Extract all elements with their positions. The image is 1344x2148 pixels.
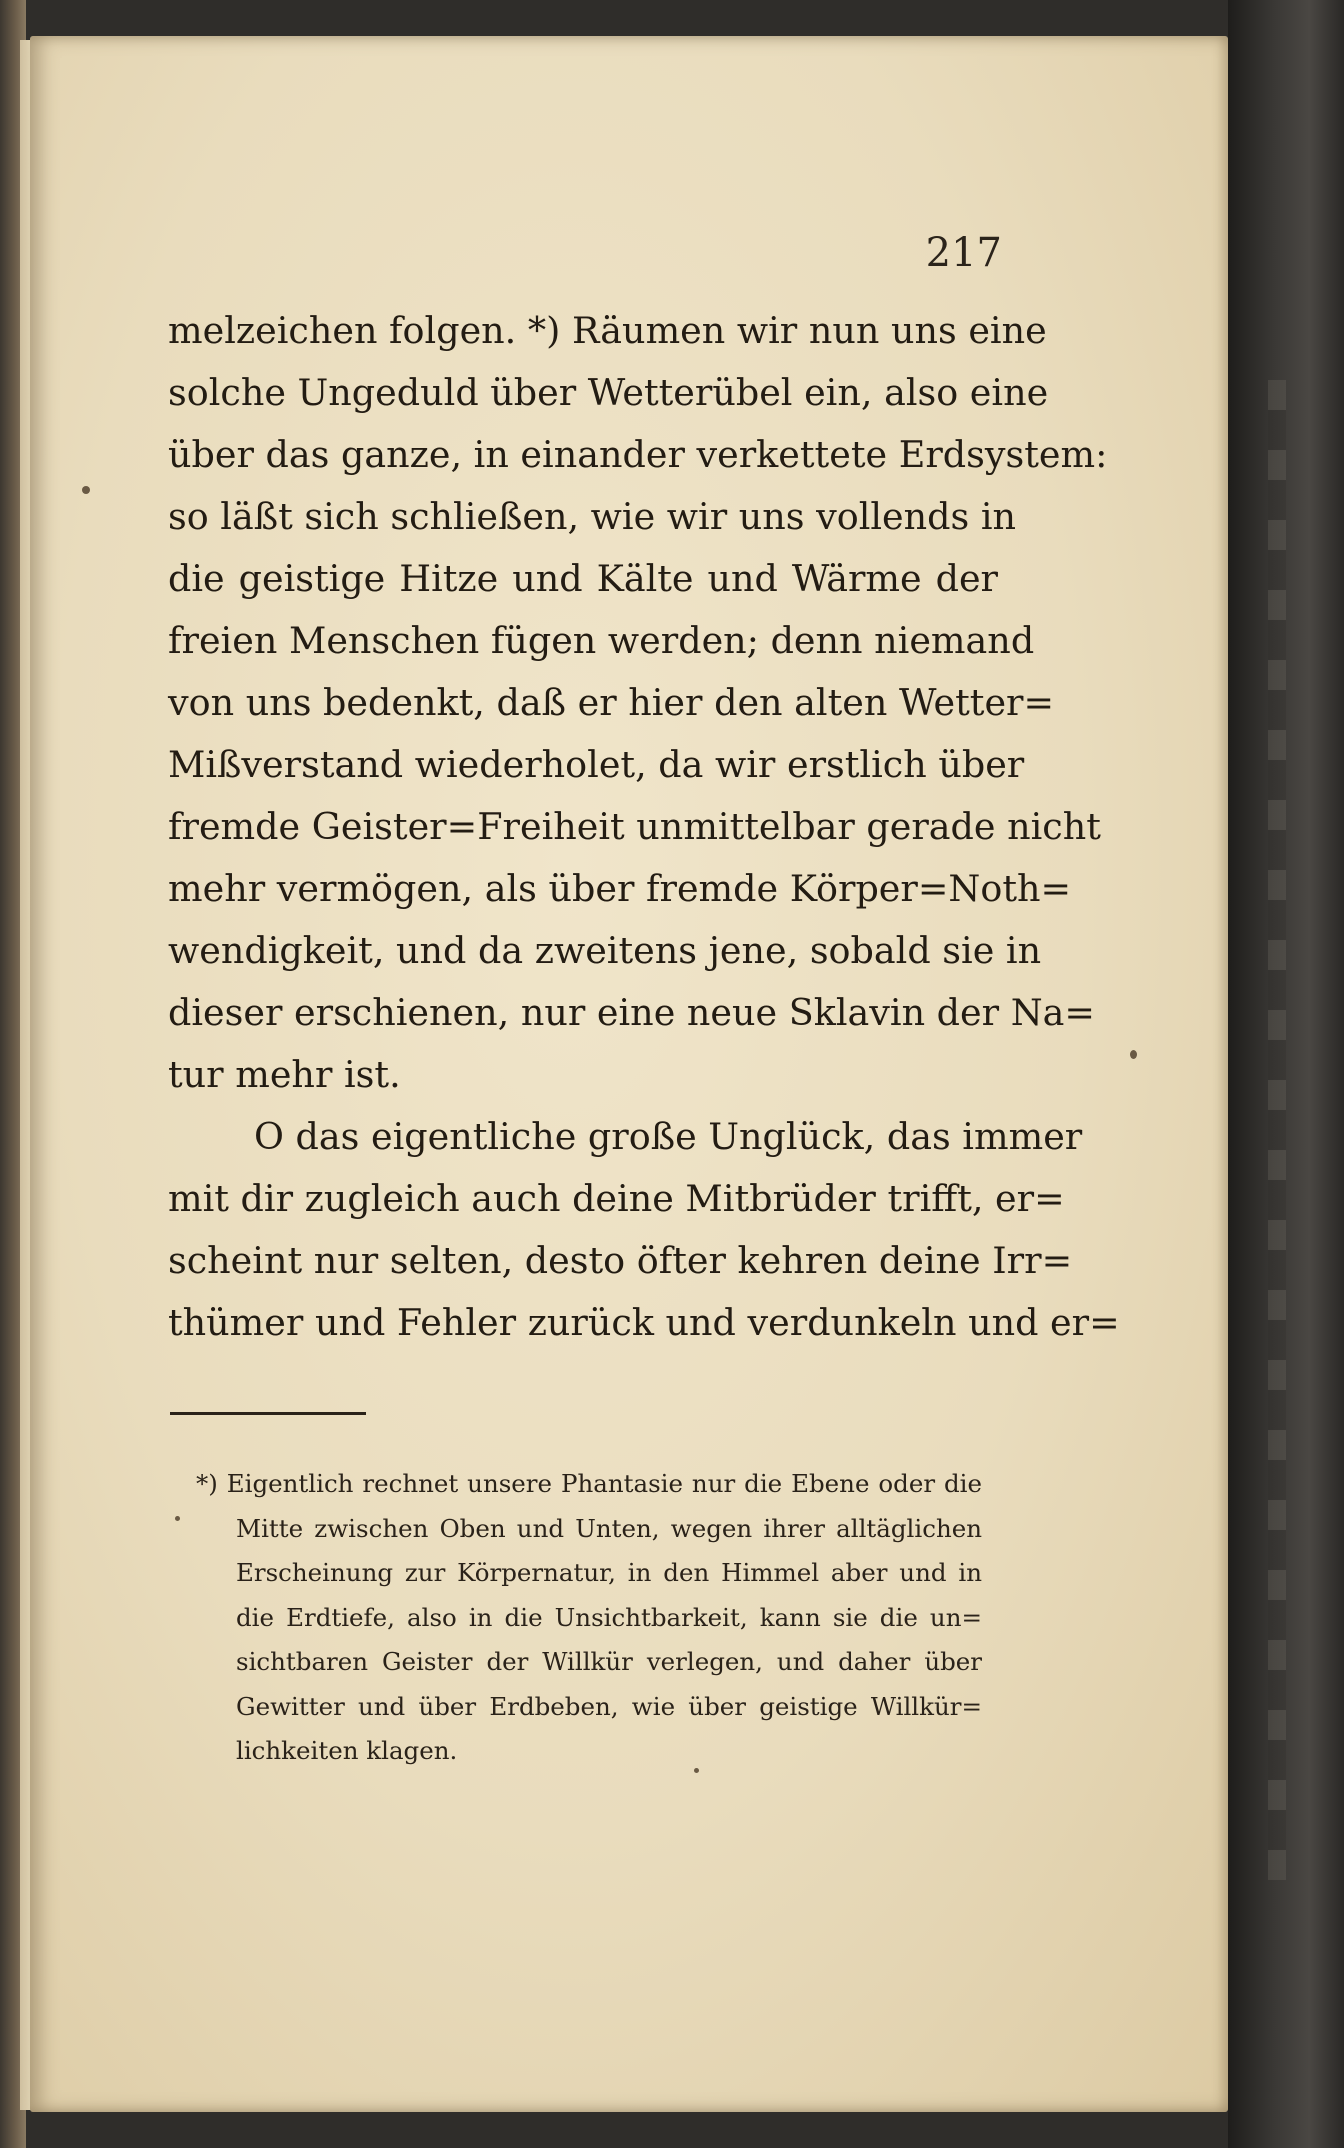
book-cover-right xyxy=(1228,0,1344,2148)
text-line: scheint nur selten, desto öfter kehren deine Irr= xyxy=(168,1239,1073,1282)
text-line: dieser erschienen, nur eine neue Sklavin der Na= xyxy=(168,991,1095,1034)
footnote-line: lichkeiten klagen. xyxy=(236,1736,458,1765)
footnote-separator xyxy=(170,1412,366,1415)
text-line: solche Ungeduld über Wetterübel ein, also eine xyxy=(168,371,1049,414)
text-line: so läßt sich schließen, wie wir uns vollends in xyxy=(168,495,1017,538)
text-line: melzeichen folgen. *) Räumen wir nun uns eine xyxy=(168,309,1047,352)
body-text xyxy=(168,300,1120,1354)
page-number: 217 xyxy=(925,230,1002,276)
footnote-line: die Erdtiefe, also in die Unsichtbarkeit, kann sie die un= xyxy=(236,1602,982,1632)
text-line: thümer und Fehler zurück und verdunkeln und er= xyxy=(168,1301,1120,1344)
text-line: über das ganze, in einander verkettete Erdsystem: xyxy=(168,433,1108,476)
footnote xyxy=(196,1462,982,1774)
footnote-line: Gewitter und über Erdbeben, wie über geistige Willkür= xyxy=(236,1691,982,1721)
text-line: von uns bedenkt, daß er hier den alten Wetter= xyxy=(168,681,1055,724)
footnote-line: *) Eigentlich rechnet unsere Phantasie nur die Ebene oder die xyxy=(196,1469,982,1498)
paper-speck xyxy=(175,1516,180,1521)
text-line-paragraph-start: O das eigentliche große Unglück, das immer xyxy=(254,1115,1083,1158)
text-line-paragraph-end: tur mehr ist. xyxy=(168,1053,401,1096)
text-line: mit dir zugleich auch deine Mitbrüder trifft, er= xyxy=(168,1177,1065,1220)
paper-speck xyxy=(82,486,90,494)
paper-speck xyxy=(694,1768,699,1773)
text-line: fremde Geister=Freiheit unmittelbar gerade nicht xyxy=(168,805,1101,848)
cover-wear xyxy=(1268,380,1286,1880)
footnote-line: Mitte zwischen Oben und Unten, wegen ihrer alltäglichen xyxy=(236,1513,982,1543)
paper-speck xyxy=(1130,1050,1137,1059)
footnote-line: sichtbaren Geister der Willkür verlegen, und daher über xyxy=(236,1647,982,1676)
footnote-line: Erscheinung zur Körpernatur, in den Himmel aber und in xyxy=(236,1558,982,1587)
text-line: freien Menschen fügen werden; denn niemand xyxy=(168,619,1035,662)
text-line: wendigkeit, und da zweitens jene, sobald sie in xyxy=(168,929,1042,972)
text-line: mehr vermögen, als über fremde Körper=Noth= xyxy=(168,867,1072,910)
text-line: Mißverstand wiederholet, da wir erstlich über xyxy=(168,743,1025,786)
text-line: die geistige Hitze und Kälte und Wärme der xyxy=(168,557,998,600)
